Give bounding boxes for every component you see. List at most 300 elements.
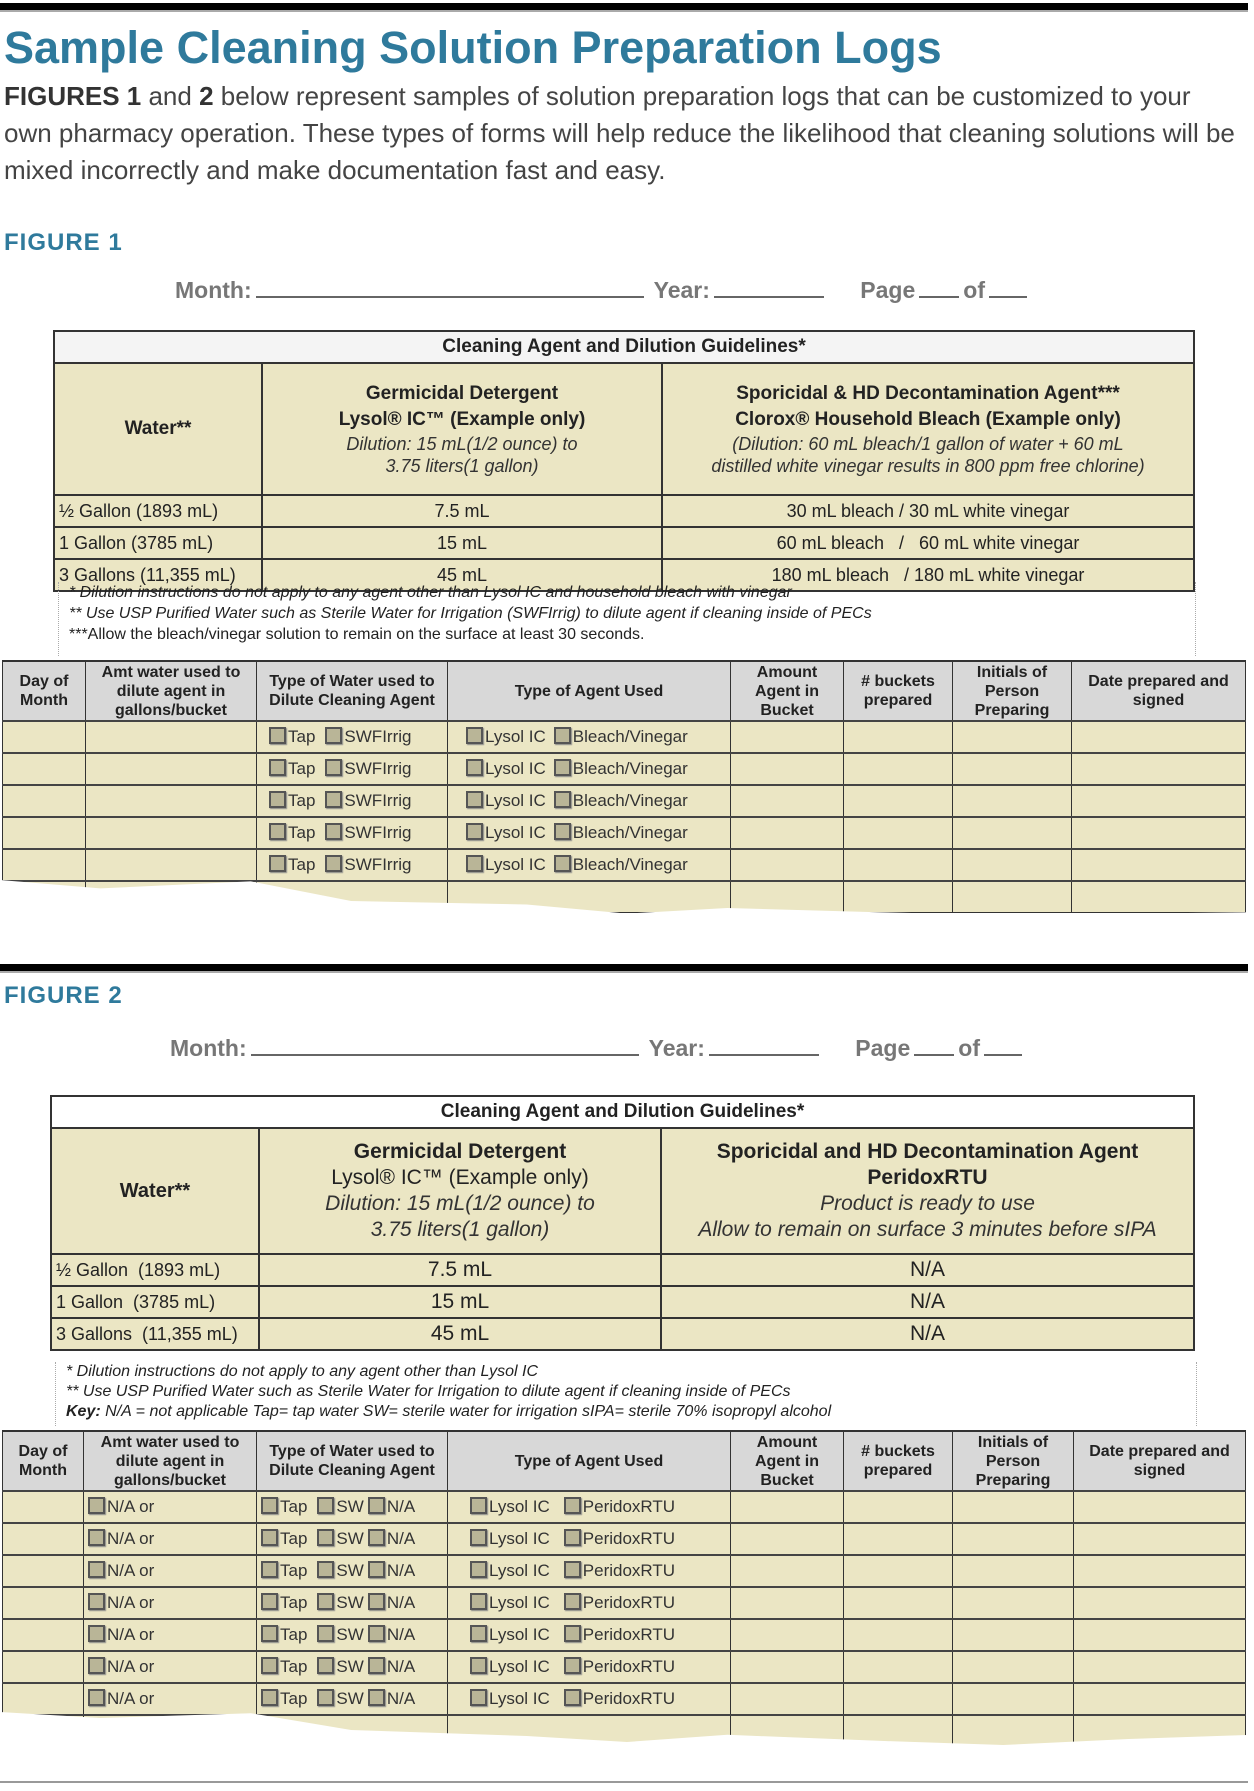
checkbox-icon[interactable] [261,1529,278,1546]
water-type-cell [257,1555,448,1587]
footnote: * Dilution instructions do not apply to any agent other than Lysol IC [66,1363,538,1380]
amt-water-cell [84,1619,257,1651]
month-label: Month: [170,1035,247,1061]
entry-cell[interactable] [844,1523,953,1555]
checkbox-icon[interactable] [261,1593,278,1610]
month-field[interactable] [251,1034,639,1056]
checkbox-option[interactable] [554,791,688,810]
guidelines-caption: Cleaning Agent and Dilution Guidelines* [54,331,1194,363]
checkbox-icon[interactable] [470,1529,487,1546]
entry-cell[interactable] [1074,1683,1246,1715]
checkbox-label: Tap [288,791,316,810]
checkbox-label: N/A or [107,1529,155,1548]
checkbox-option[interactable] [269,727,315,746]
amt-water-cell [84,1555,257,1587]
checkbox-option[interactable] [88,1625,154,1644]
checkbox-icon[interactable] [470,1561,487,1578]
checkbox-label: Bleach/Vinegar [572,823,688,842]
checkbox-label: PeridoxRTU [582,1657,676,1676]
checkbox-icon[interactable] [466,791,483,808]
sporicidal-amount: 60 mL bleach / 60 mL white vinegar [662,527,1194,559]
checkbox-icon[interactable] [368,1657,385,1674]
checkbox-option[interactable] [317,1593,363,1612]
checkbox-option[interactable] [317,1497,363,1516]
checkbox-option[interactable] [470,1561,550,1580]
entry-cell[interactable] [953,881,1072,913]
checkbox-option[interactable] [88,1689,154,1708]
figure-2-footnotes [55,1362,1197,1426]
water-type-cell [257,1523,448,1555]
entry-cell[interactable] [844,1555,953,1587]
checkbox-icon[interactable] [325,855,342,872]
checkbox-icon[interactable] [554,823,571,840]
checkbox-icon[interactable] [368,1625,385,1642]
checkbox-label: Tap [280,1529,308,1548]
checkbox-icon[interactable] [368,1497,385,1514]
checkbox-option[interactable] [470,1497,550,1516]
checkbox-option[interactable] [466,759,546,778]
checkbox-icon[interactable] [269,823,286,840]
checkbox-option[interactable] [261,1625,307,1644]
day-cell[interactable] [3,721,86,753]
amt-water-cell[interactable] [86,849,257,881]
checkbox-option[interactable] [88,1561,154,1580]
entry-cell[interactable] [1074,1587,1246,1619]
entry-cell[interactable] [731,1587,844,1619]
entry-cell[interactable] [844,1491,953,1523]
checkbox-icon[interactable] [466,759,483,776]
amt-water-cell[interactable] [86,721,257,753]
checkbox-icon[interactable] [88,1689,105,1706]
month-field[interactable] [256,276,644,298]
checkbox-label: Tap [280,1689,308,1708]
checkbox-option[interactable] [269,791,315,810]
amt-water-cell[interactable] [86,785,257,817]
checkbox-label: SWFIrrig [344,823,412,842]
checkbox-option[interactable] [261,1657,307,1676]
entry-cell[interactable] [844,817,953,849]
page-total-field[interactable] [984,1034,1022,1056]
entry-cell[interactable] [731,1555,844,1587]
checkbox-icon[interactable] [564,1529,581,1546]
checkbox-option[interactable] [325,823,411,842]
entry-cell[interactable] [1072,785,1246,817]
checkbox-icon[interactable] [470,1689,487,1706]
checkbox-label: N/A [386,1497,416,1516]
checkbox-icon[interactable] [564,1593,581,1610]
log-row [3,1619,1246,1651]
checkbox-option[interactable] [564,1529,675,1548]
col-initials: Initials of Person Preparing [953,1431,1074,1491]
entry-cell[interactable] [1074,1491,1246,1523]
checkbox-icon[interactable] [261,1497,278,1514]
log-row [3,1683,1246,1715]
checkbox-option[interactable] [368,1657,415,1676]
checkbox-option[interactable] [269,823,315,842]
entry-cell[interactable] [953,1619,1074,1651]
log-row [3,785,1246,817]
entry-cell[interactable] [1072,721,1246,753]
detergent-dilution-1: Dilution: 15 mL(1/2 ounce) to [346,434,578,454]
checkbox-option[interactable] [317,1689,363,1708]
checkbox-label: Tap [288,823,316,842]
checkbox-icon[interactable] [269,855,286,872]
checkbox-label: N/A [386,1561,416,1580]
detergent-amount: 45 mL [259,1318,661,1350]
checkbox-label: SW [336,1593,364,1612]
entry-cell[interactable] [844,881,953,913]
day-cell[interactable] [3,1651,84,1683]
detergent-product: Lysol® IC™ (Example only) [331,1166,589,1189]
checkbox-option[interactable] [317,1625,363,1644]
checkbox-icon[interactable] [470,1497,487,1514]
entry-cell[interactable] [844,1587,953,1619]
day-cell[interactable] [3,1619,84,1651]
day-cell[interactable] [3,817,86,849]
checkbox-icon[interactable] [470,1593,487,1610]
page-field[interactable] [919,276,959,298]
intro-lead-1: FIGURES 1 [4,81,142,111]
checkbox-icon[interactable] [564,1561,581,1578]
agent-type-cell [448,817,731,849]
footnote: ** Use USP Purified Water such as Sterile Water for Irrigation (SWFIrrig) to dilute agent if cleaning inside of PECs [69,605,872,622]
checkbox-icon[interactable] [261,1625,278,1642]
checkbox-label: Lysol IC [489,1657,550,1676]
entry-cell[interactable] [844,849,953,881]
detergent-title: Germicidal Detergent [365,383,559,404]
checkbox-icon[interactable] [554,727,571,744]
checkbox-icon[interactable] [368,1593,385,1610]
col-buckets: # buckets prepared [844,661,953,721]
checkbox-label: Tap [288,855,316,874]
checkbox-label: N/A [386,1529,416,1548]
checkbox-icon[interactable] [368,1561,385,1578]
sporicidal-amount: N/A [661,1318,1194,1350]
checkbox-icon[interactable] [88,1529,105,1546]
intro-text: below represent samples of solution preparation logs that can be customized to your own pharmacy operation. These types of forms will help reduce the likelihood that cleaning solutions will be mixed incorrectly and make documentation fast and easy. [4,81,1235,185]
day-cell[interactable] [3,1491,84,1523]
sporicidal-product: PeridoxRTU [867,1166,988,1189]
entry-cell[interactable] [731,785,844,817]
checkbox-label: SW [336,1625,364,1644]
checkbox-option[interactable] [261,1593,307,1612]
guidelines-row [54,495,1194,527]
page-label: Page [860,277,916,303]
checkbox-icon[interactable] [564,1497,581,1514]
intro-paragraph [4,78,1244,189]
checkbox-label: SW [336,1497,364,1516]
entry-cell[interactable] [1074,1619,1246,1651]
checkbox-option[interactable] [466,727,546,746]
entry-cell[interactable] [953,1491,1074,1523]
checkbox-option[interactable] [88,1497,154,1516]
figure-1-footnotes [58,582,1196,656]
entry-cell[interactable] [953,849,1072,881]
checkbox-option[interactable] [368,1689,415,1708]
checkbox-icon[interactable] [269,791,286,808]
checkbox-option[interactable] [325,855,411,874]
checkbox-option[interactable] [470,1689,550,1708]
entry-cell[interactable] [731,849,844,881]
entry-cell[interactable] [1074,1651,1246,1683]
agent-type-cell [448,1491,731,1523]
checkbox-option[interactable] [470,1593,550,1612]
checkbox-option[interactable] [554,855,688,874]
checkbox-icon[interactable] [325,823,342,840]
detergent-dilution-2: 3.75 liters(1 gallon) [370,1218,550,1241]
checkbox-icon[interactable] [261,1561,278,1578]
agent-type-cell [448,1619,731,1651]
checkbox-label: Bleach/Vinegar [572,727,688,746]
checkbox-option[interactable] [261,1689,307,1708]
checkbox-icon[interactable] [269,759,286,776]
checkbox-option[interactable] [554,759,688,778]
checkbox-option[interactable] [325,759,411,778]
water-amount: ½ Gallon (1893 mL) [54,495,262,527]
checkbox-option[interactable] [317,1529,363,1548]
checkbox-option[interactable] [470,1657,550,1676]
checkbox-option[interactable] [317,1561,363,1580]
checkbox-icon[interactable] [269,727,286,744]
checkbox-option[interactable] [269,855,315,874]
checkbox-option[interactable] [368,1561,415,1580]
log-row [3,1587,1246,1619]
entry-cell[interactable] [953,1555,1074,1587]
water-type-cell [257,721,448,753]
checkbox-label: Tap [280,1625,308,1644]
checkbox-icon[interactable] [317,1625,334,1642]
checkbox-option[interactable] [466,791,546,810]
water-amount: 3 Gallons (11,355 mL) [51,1318,259,1350]
key-text: N/A = not applicable Tap= tap water SW= sterile water for irrigation sIPA= sterile 70% isopropyl alcohol [100,1403,832,1420]
checkbox-icon[interactable] [88,1593,105,1610]
checkbox-icon[interactable] [554,791,571,808]
water-type-cell [257,753,448,785]
checkbox-label: SW [336,1657,364,1676]
checkbox-label: N/A [386,1625,416,1644]
water-amount: ½ Gallon (1893 mL) [51,1254,259,1286]
entry-cell[interactable] [844,1619,953,1651]
day-cell[interactable] [3,849,86,881]
checkbox-icon[interactable] [88,1497,105,1514]
checkbox-label: N/A or [107,1625,155,1644]
entry-cell[interactable] [953,785,1072,817]
checkbox-icon[interactable] [368,1689,385,1706]
log-row [3,817,1246,849]
detergent-dilution-2: 3.75 liters(1 gallon) [385,456,539,476]
checkbox-option[interactable] [261,1497,307,1516]
entry-cell[interactable] [731,817,844,849]
entry-cell[interactable] [844,1651,953,1683]
footnote: ** Use USP Purified Water such as Sterile Water for Irrigation to dilute agent if cleaning inside of PECs [66,1383,791,1400]
checkbox-icon[interactable] [325,791,342,808]
checkbox-icon[interactable] [317,1529,334,1546]
detergent-header [262,363,662,495]
key-line [66,1402,1196,1422]
checkbox-label: SW [336,1689,364,1708]
amt-water-cell [84,1523,257,1555]
checkbox-icon[interactable] [88,1625,105,1642]
checkbox-icon[interactable] [261,1657,278,1674]
checkbox-option[interactable] [466,855,546,874]
checkbox-icon[interactable] [317,1689,334,1706]
checkbox-icon[interactable] [466,823,483,840]
checkbox-option[interactable] [368,1593,415,1612]
entry-cell[interactable] [1072,881,1246,913]
checkbox-option[interactable] [564,1689,675,1708]
checkbox-option[interactable] [470,1625,550,1644]
entry-cell[interactable] [953,1587,1074,1619]
sporicidal-amount: 30 mL bleach / 30 mL white vinegar [662,495,1194,527]
entry-cell[interactable] [953,1683,1074,1715]
amt-water-cell[interactable] [86,817,257,849]
checkbox-icon[interactable] [88,1561,105,1578]
water-amount: 3 Gallons (11,355 mL) [54,559,262,591]
entry-cell[interactable] [731,1523,844,1555]
checkbox-icon[interactable] [564,1625,581,1642]
col-amount-agent: Amount Agent in Bucket [731,661,844,721]
checkbox-option[interactable] [554,823,688,842]
entry-cell[interactable] [1072,753,1246,785]
entry-cell[interactable] [731,1491,844,1523]
checkbox-label: Lysol IC [489,1689,550,1708]
checkbox-label: N/A or [107,1657,155,1676]
col-date-signed: Date prepared and signed [1074,1431,1246,1491]
day-cell[interactable] [3,1683,84,1715]
figure-1-guidelines-table [53,330,1195,592]
entry-cell[interactable] [844,785,953,817]
day-cell[interactable] [3,753,86,785]
page-label: Page [855,1035,911,1061]
amt-water-cell[interactable] [86,753,257,785]
checkbox-option[interactable] [466,823,546,842]
checkbox-icon[interactable] [325,727,342,744]
detergent-amount: 7.5 mL [259,1254,661,1286]
entry-cell[interactable] [1072,817,1246,849]
checkbox-option[interactable] [564,1625,675,1644]
agent-type-cell [448,1555,731,1587]
entry-cell[interactable] [844,1683,953,1715]
water-type-cell [257,1587,448,1619]
day-cell[interactable] [3,1523,84,1555]
checkbox-option[interactable] [368,1497,415,1516]
guidelines-caption: Cleaning Agent and Dilution Guidelines* [51,1096,1194,1128]
entry-cell[interactable] [1072,849,1246,881]
checkbox-icon[interactable] [368,1529,385,1546]
sporicidal-dilution-1: Product is ready to use [820,1192,1035,1215]
page-field[interactable] [914,1034,954,1056]
amt-water-cell [84,1491,257,1523]
entry-cell[interactable] [731,1651,844,1683]
checkbox-icon[interactable] [466,855,483,872]
checkbox-icon[interactable] [261,1689,278,1706]
day-cell[interactable] [3,1555,84,1587]
checkbox-icon[interactable] [554,759,571,776]
checkbox-option[interactable] [261,1529,307,1548]
checkbox-label: N/A or [107,1593,155,1612]
checkbox-label: Lysol IC [485,759,546,778]
col-agent-type: Type of Agent Used [448,661,731,721]
checkbox-icon[interactable] [317,1593,334,1610]
checkbox-label: Bleach/Vinegar [572,855,688,874]
entry-cell[interactable] [953,1523,1074,1555]
water-type-cell [257,1683,448,1715]
entry-cell[interactable] [844,721,953,753]
entry-cell[interactable] [731,721,844,753]
checkbox-icon[interactable] [470,1657,487,1674]
checkbox-option[interactable] [88,1657,154,1676]
water-header: Water** [51,1128,259,1254]
checkbox-option[interactable] [368,1625,415,1644]
checkbox-option[interactable] [325,791,411,810]
water-amount: 1 Gallon (3785 mL) [54,527,262,559]
year-field[interactable] [714,276,824,298]
checkbox-icon[interactable] [325,759,342,776]
checkbox-icon[interactable] [470,1625,487,1642]
entry-cell[interactable] [731,1619,844,1651]
page-total-field[interactable] [989,276,1027,298]
checkbox-option[interactable] [554,727,688,746]
checkbox-icon[interactable] [564,1657,581,1674]
entry-cell[interactable] [953,753,1072,785]
checkbox-label: Tap [288,727,316,746]
checkbox-icon[interactable] [317,1561,334,1578]
entry-cell[interactable] [731,881,844,913]
entry-cell[interactable] [953,1715,1074,1747]
key-label: Key: [66,1403,101,1420]
checkbox-option[interactable] [325,727,411,746]
checkbox-option[interactable] [269,759,315,778]
year-field[interactable] [709,1034,819,1056]
checkbox-icon[interactable] [554,855,571,872]
checkbox-icon[interactable] [564,1689,581,1706]
col-buckets: # buckets prepared [844,1431,953,1491]
entry-cell[interactable] [953,721,1072,753]
checkbox-icon[interactable] [88,1657,105,1674]
checkbox-option[interactable] [368,1529,415,1548]
checkbox-option[interactable] [317,1657,363,1676]
day-cell[interactable] [3,1587,84,1619]
footnote: * Dilution instructions do not apply to any agent other than Lysol IC and household bleach with vinegar [69,584,792,601]
checkbox-icon[interactable] [466,727,483,744]
checkbox-option[interactable] [564,1657,675,1676]
entry-cell[interactable] [731,1683,844,1715]
day-cell[interactable] [3,785,86,817]
log-row [3,1523,1246,1555]
entry-cell[interactable] [844,753,953,785]
checkbox-icon[interactable] [317,1497,334,1514]
entry-cell[interactable] [1074,1555,1246,1587]
sporicidal-amount: N/A [661,1254,1194,1286]
entry-cell[interactable] [1074,1523,1246,1555]
checkbox-option[interactable] [564,1561,675,1580]
checkbox-option[interactable] [564,1593,675,1612]
entry-cell[interactable] [731,753,844,785]
checkbox-icon[interactable] [317,1657,334,1674]
checkbox-option[interactable] [88,1529,154,1548]
checkbox-option[interactable] [564,1497,675,1516]
log-row [3,753,1246,785]
entry-cell[interactable] [953,817,1072,849]
checkbox-option[interactable] [261,1561,307,1580]
entry-cell[interactable] [953,1651,1074,1683]
checkbox-option[interactable] [88,1593,154,1612]
checkbox-label: Lysol IC [489,1529,550,1548]
amt-water-cell [84,1683,257,1715]
agent-type-cell [448,1683,731,1715]
checkbox-label: SWFIrrig [344,855,412,874]
checkbox-option[interactable] [470,1529,550,1548]
